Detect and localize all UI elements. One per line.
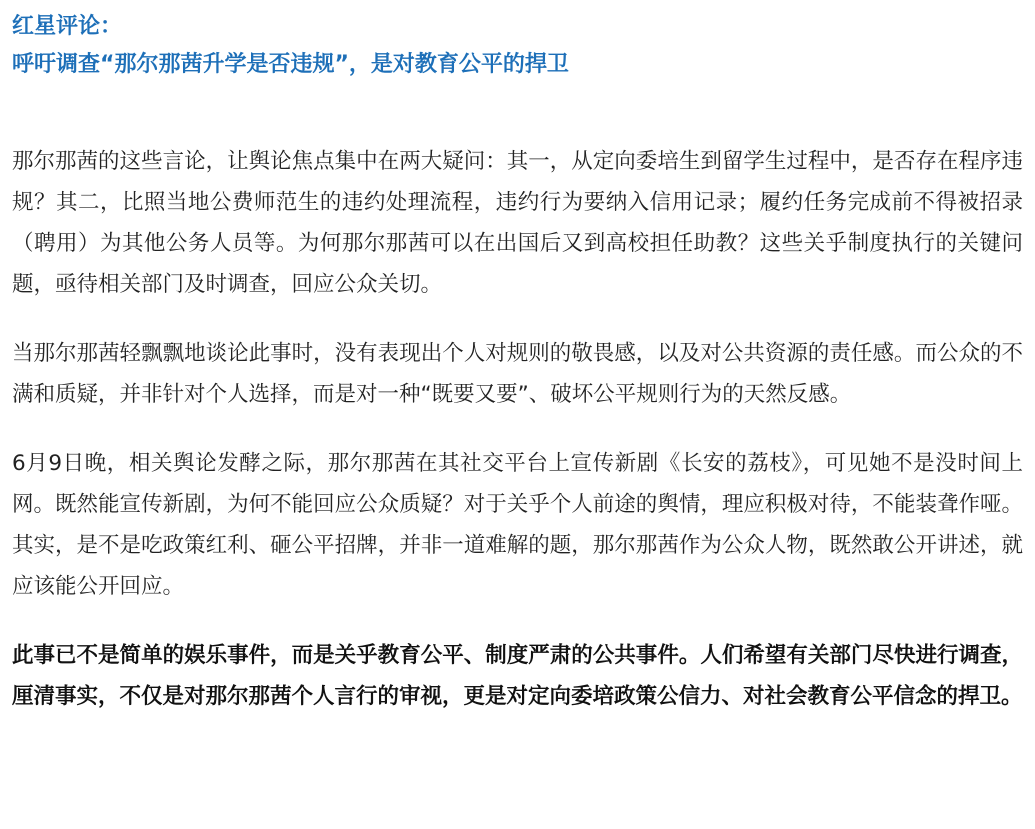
headline-source-label: 红星评论： [12, 14, 123, 39]
headline-title: 呼吁调查“那尔那茜升学是否违规”，是对教育公平的捍卫 [12, 52, 569, 77]
paragraph-3: 6月9日晚，相关舆论发酵之际，那尔那茜在其社交平台上宣传新剧《长安的荔枝》，可见她不是没时间上网。既然能宣传新剧，为何不能回应公众质疑？对于关乎个人前途的舆情，理应积极对待，不能装聋作哑。其实，是不是吃政策红利、砸公平招牌，并非一道难解的题，那尔那茜作为公众人物，既然敢公开讲述，就应该能公开回应。 [12, 451, 1023, 599]
paragraph-2: 当那尔那茜轻飘飘地谈论此事时，没有表现出个人对规则的敬畏感，以及对公共资源的责任感。而公众的不满和质疑，并非针对个人选择，而是对一种“既要又要”、破坏公平规则行为的天然反感。 [12, 341, 1023, 407]
paragraph-4-bold-conclusion: 此事已不是简单的娱乐事件，而是关乎教育公平、制度严肃的公共事件。人们希望有关部门尽快进行调查，厘清事实，不仅是对那尔那茜个人言行的审视，更是对定向委培政策公信力、对社会教育公平信念的捍卫。 [12, 643, 1023, 709]
headline [12, 0, 1023, 84]
paragraph-1: 那尔那茜的这些言论，让舆论焦点集中在两大疑问：其一，从定向委培生到留学生过程中，是否存在程序违规？其二，比照当地公费师范生的违约处理流程，违约行为要纳入信用记录；履约任务完成前不得被招录（聘用）为其他公务人员等。为何那尔那茜可以在出国后又到高校担任助教？这些关乎制度执行的关键问题，亟待相关部门及时调查，回应公众关切。 [12, 149, 1023, 297]
